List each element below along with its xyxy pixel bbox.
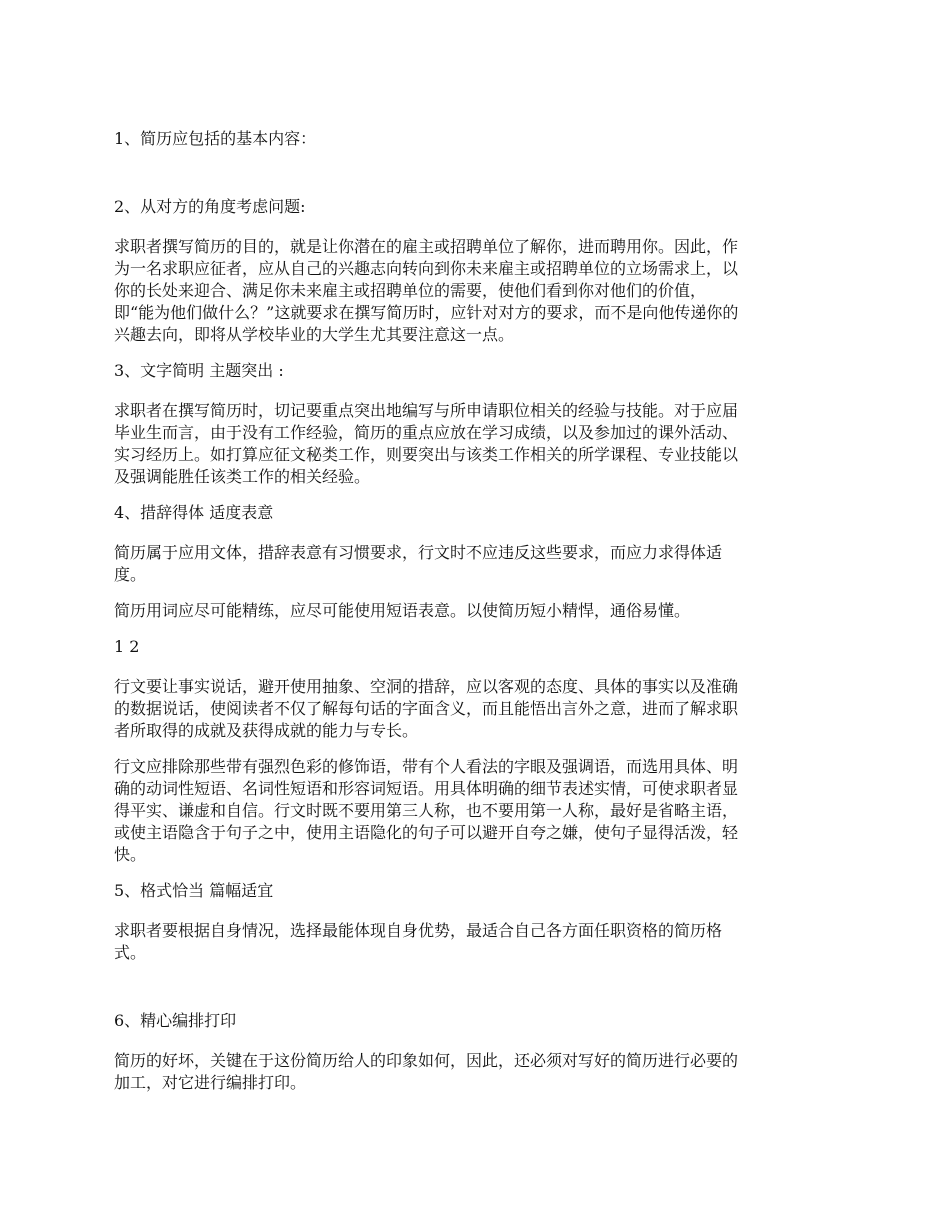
text-line: 简历属于应用文体，措辞表意有习惯要求，行文时不应违反这些要求，而应力求得体适 bbox=[114, 543, 723, 562]
section-4-heading: 4、措辞得体 适度表意 bbox=[114, 503, 274, 522]
section-2-paragraph-1 bbox=[114, 236, 840, 346]
text-line: 你的长处来迎合、满足你未来雇主或招聘单位的需要，使他们看到你对他们的价值， bbox=[114, 281, 707, 300]
text-line: 加工，对它进行编排打印。 bbox=[114, 1073, 307, 1092]
text-line: 快。 bbox=[114, 845, 147, 864]
text-line: 简历用词应尽可能精练，应尽可能使用短语表意。以使简历短小精悍，通俗易懂。 bbox=[114, 601, 691, 620]
text-line: 简历的好坏，关键在于这份简历给人的印象如何，因此，还必须对写好的简历进行必要的 bbox=[114, 1051, 739, 1070]
section-3-paragraph-1 bbox=[114, 400, 840, 488]
section-2-heading: 2、从对方的角度考虑问题: bbox=[114, 197, 306, 216]
section-3-heading: 3、文字简明 主题突出 : bbox=[114, 361, 284, 380]
text-line: 兴趣去向，即将从学校毕业的大学生尤其要注意这一点。 bbox=[114, 325, 515, 344]
text-line: 毕业生而言，由于没有工作经验，简历的重点应放在学习成绩，以及参加过的课外活动、 bbox=[114, 423, 739, 442]
text-line: 行文要让事实说话，避开使用抽象、空洞的措辞，应以客观的态度、具体的事实以及准确 bbox=[114, 677, 739, 696]
section-6-heading: 6、精心编排打印 bbox=[114, 1011, 237, 1030]
text-line: 求职者要根据自身情况，选择最能体现自身优势，最适合自己各方面任职资格的简历格 bbox=[114, 921, 723, 940]
section-4-paragraph-4 bbox=[114, 756, 840, 866]
text-line: 即“能为他们做什么？”这就要求在撰写简历时，应针对对方的要求，而不是向他传递你的 bbox=[114, 303, 739, 322]
text-line: 得平实、谦虚和自信。行文时既不要用第三人称，也不要用第一人称，最好是省略主语， bbox=[114, 801, 739, 820]
text-line: 或使主语隐含于句子之中，使用主语隐化的句子可以避开自夸之嫌，使句子显得活泼，轻 bbox=[114, 823, 739, 842]
section-4-paragraph-3 bbox=[114, 676, 840, 742]
text-line: 度。 bbox=[114, 565, 147, 584]
text-line: 行文应排除那些带有强烈色彩的修饰语，带有个人看法的字眼及强调语，而选用具体、明 bbox=[114, 757, 739, 776]
section-4-marker: 1 2 bbox=[114, 637, 140, 656]
section-4-paragraph-2 bbox=[114, 600, 840, 622]
text-line: 为一名求职应征者，应从自己的兴趣志向转向到你未来雇主或招聘单位的立场需求上，以 bbox=[114, 259, 739, 278]
text-line: 确的动词性短语、名词性短语和形容词短语。用具体明确的细节表述实情，可使求职者显 bbox=[114, 779, 739, 798]
text-line: 者所取得的成就及获得成就的能力与专长。 bbox=[114, 721, 419, 740]
section-5-paragraph-1 bbox=[114, 920, 840, 964]
text-line: 及强调能胜任该类工作的相关经验。 bbox=[114, 467, 371, 486]
text-line: 求职者在撰写简历时，切记要重点突出地编写与所申请职位相关的经验与技能。对于应届 bbox=[114, 401, 739, 420]
text-line: 的数据说话，使阅读者不仅了解每句话的字面含义，而且能悟出言外之意，进而了解求职 bbox=[114, 699, 739, 718]
text-line: 求职者撰写简历的目的，就是让你潜在的雇主或招聘单位了解你，进而聘用你。因此，作 bbox=[114, 237, 739, 256]
section-4-paragraph-1 bbox=[114, 542, 840, 586]
text-line: 式。 bbox=[114, 943, 147, 962]
section-1-heading: 1、简历应包括的基本内容： bbox=[114, 129, 317, 148]
section-5-heading: 5、格式恰当 篇幅适宜 bbox=[114, 881, 274, 900]
text-line: 实习经历上。如打算应征文秘类工作，则要突出与该类工作相关的所学课程、专业技能以 bbox=[114, 445, 739, 464]
section-6-paragraph-1 bbox=[114, 1050, 840, 1094]
